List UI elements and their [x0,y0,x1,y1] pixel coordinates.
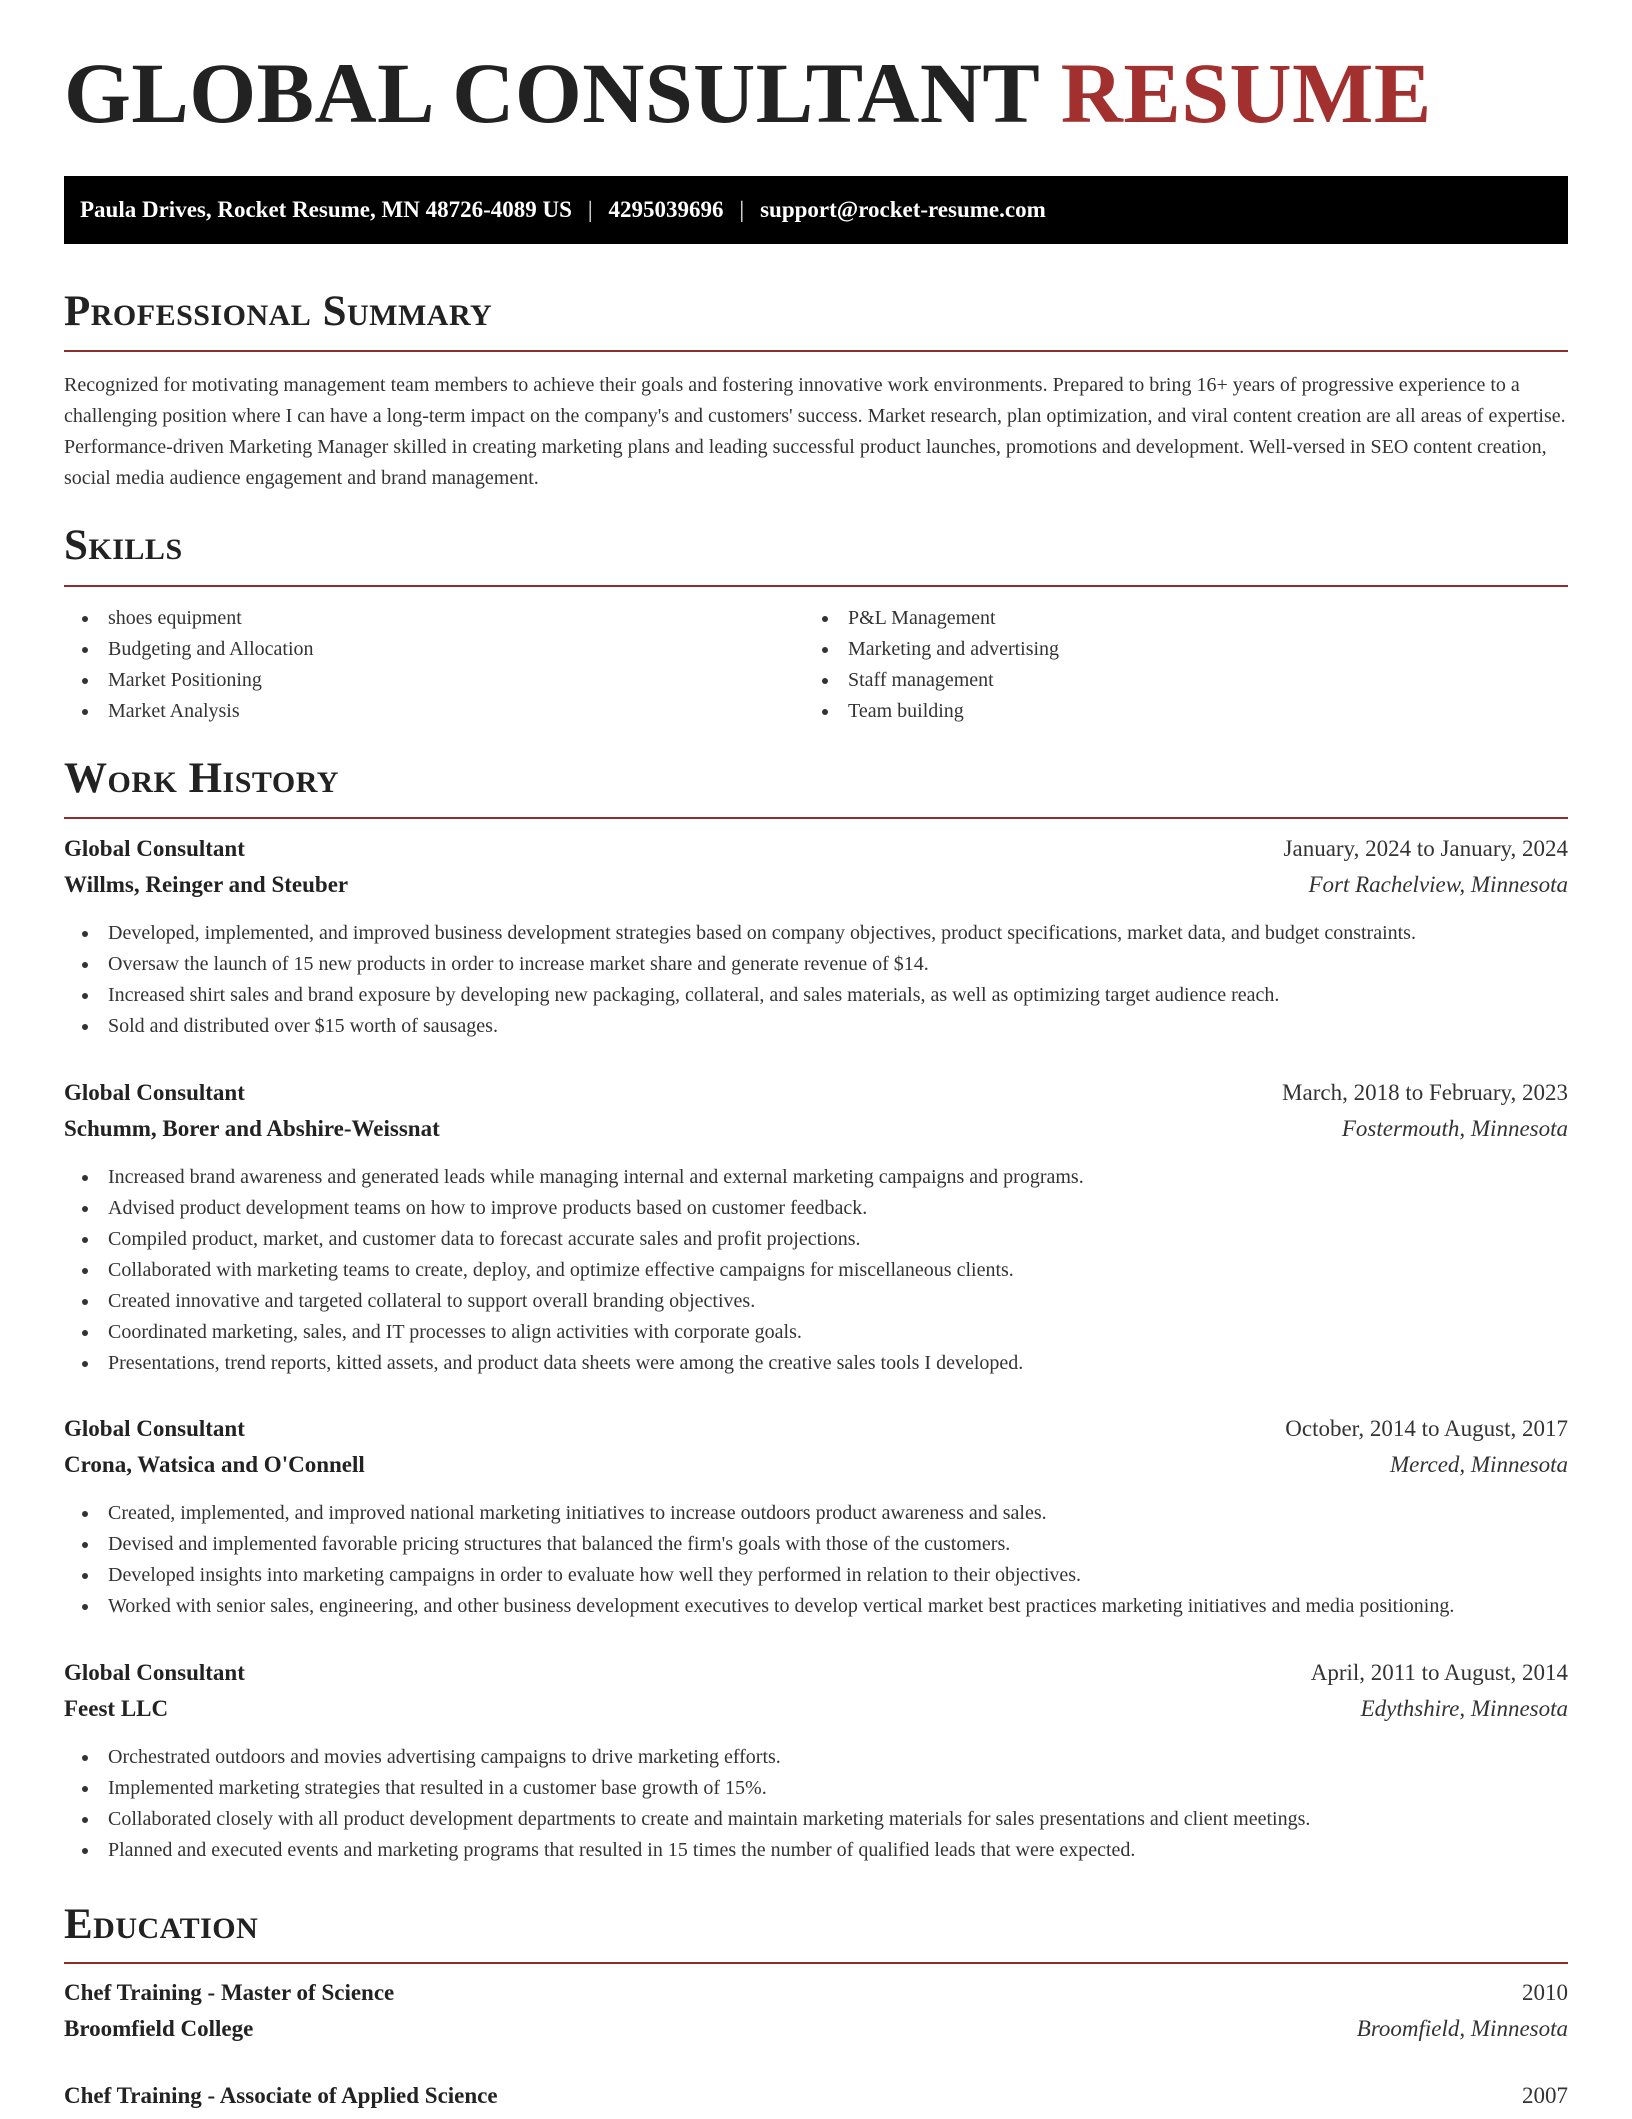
contact-separator: | [587,197,593,222]
section-divider [64,817,1568,819]
job-bullet: Worked with senior sales, engineering, and other business development executives to develop vertical market best practices marketing initiatives and media positioning. [64,1591,1568,1622]
job-bullet: Devised and implemented favorable pricing structures that balanced the firm's goals with those of the customers. [64,1529,1568,1560]
skill-item: P&L Management [804,603,1544,634]
job-employer: Schumm, Borer and Abshire-Weissnat [64,1116,440,1141]
job-employer: Feest LLC [64,1696,169,1721]
job-bullet: Increased shirt sales and brand exposure by developing new packaging, collateral, and sales materials, as well as optimizing target audience reach. [64,980,1568,1011]
skills-column-left [64,603,804,727]
job-bullet: Presentations, trend reports, kitted assets, and product data sheets were among the creative sales tools I developed. [64,1348,1568,1379]
contact-address: Paula Drives, Rocket Resume, MN 48726-4089 US [80,197,572,222]
job-location: Fort Rachelview, Minnesota [1308,872,1568,897]
job-dates: January, 2024 to January, 2024 [1283,836,1568,861]
summary-text: Recognized for motivating management team members to achieve their goals and fostering innovative work environments. Prepared to bring 16+ years of progressive experience to a challenging position where I can have a long-term impact on the company's and customers' success. Market research, plan optimization, and viral content creation are all areas of expertise. Performance-driven Marketing Manager skilled in creating marketing plans and leading successful product launches, promotions and development. Well-versed in SEO content creation, social media audience engagement and brand management. [64,374,1566,489]
job-bullet: Created, implemented, and improved national marketing initiatives to increase outdoors product awareness and sales. [64,1498,1568,1529]
job-bullet: Collaborated with marketing teams to create, deploy, and optimize effective campaigns for miscellaneous clients. [64,1255,1568,1286]
skill-item: Team building [804,696,1544,727]
job-employer: Willms, Reinger and Steuber [64,872,349,897]
skill-item: Staff management [804,665,1544,696]
job-bullets [64,1742,1568,1866]
skill-item: Budgeting and Allocation [64,634,804,665]
job-bullet: Oversaw the launch of 15 new products in order to increase market share and generate revenue of $14. [64,949,1568,980]
job-bullet: Planned and executed events and marketing programs that resulted in 15 times the number of qualified leads that were expected. [64,1835,1568,1866]
job-entry [64,836,1568,1042]
job-entry [64,1416,1568,1622]
skills-list [64,603,1568,727]
work-history-heading: Work History [64,755,339,802]
job-dates: October, 2014 to August, 2017 [1285,1416,1568,1441]
job-dates: April, 2011 to August, 2014 [1310,1660,1568,1685]
job-bullets [64,1498,1568,1622]
job-employer: Crona, Watsica and O'Connell [64,1452,365,1477]
job-title: Global Consultant [64,836,245,861]
skills-column-right [804,603,1544,727]
education-degree: Chef Training - Associate of Applied Science [64,2083,498,2108]
title-accent: RESUME [1060,45,1432,141]
job-entry [64,1080,1568,1379]
job-title: Global Consultant [64,1660,245,1685]
job-bullet: Sold and distributed over $15 worth of sausages. [64,1011,1568,1042]
education-year: 2007 [1522,2083,1568,2108]
job-bullet: Developed, implemented, and improved business development strategies based on company objectives, product specifications, market data, and budget constraints. [64,918,1568,949]
job-location: Edythshire, Minnesota [1360,1696,1568,1721]
job-entry [64,1660,1568,1866]
job-title: Global Consultant [64,1080,245,1105]
job-bullet: Advised product development teams on how to improve products based on customer feedback. [64,1193,1568,1224]
section-divider [64,350,1568,352]
job-bullet: Increased brand awareness and generated leads while managing internal and external marketing campaigns and programs. [64,1162,1568,1193]
resume-title [64,45,1432,141]
job-bullets [64,1162,1568,1379]
job-dates: March, 2018 to February, 2023 [1282,1080,1568,1105]
education-heading: Education [64,1901,259,1948]
education-degree: Chef Training - Master of Science [64,1980,395,2005]
skill-item: Marketing and advertising [804,634,1544,665]
title-main: GLOBAL CONSULTANT [64,45,1039,141]
section-divider [64,585,1568,587]
job-bullet: Orchestrated outdoors and movies advertising campaigns to drive marketing efforts. [64,1742,1568,1773]
skills-heading: Skills [64,522,183,569]
job-bullet: Developed insights into marketing campaigns in order to evaluate how well they performed in relation to their objectives. [64,1560,1568,1591]
contact-separator: | [739,197,745,222]
contact-email[interactable]: support@rocket-resume.com [760,197,1046,222]
job-bullet: Created innovative and targeted collateral to support overall branding objectives. [64,1286,1568,1317]
job-bullet: Implemented marketing strategies that resulted in a customer base growth of 15%. [64,1773,1568,1804]
section-divider [64,1962,1568,1964]
contact-bar [64,176,1568,244]
job-bullets [64,918,1568,1042]
job-location: Fostermouth, Minnesota [1341,1116,1568,1141]
skill-item: shoes equipment [64,603,804,634]
education-year: 2010 [1522,1980,1568,2005]
job-bullet: Collaborated closely with all product development departments to create and maintain marketing materials for sales presentations and client meetings. [64,1804,1568,1835]
education-location: Broomfield, Minnesota [1356,2016,1568,2041]
skill-item: Market Analysis [64,696,804,727]
job-location: Merced, Minnesota [1390,1452,1568,1477]
education-entry [64,1980,1568,2052]
job-bullet: Compiled product, market, and customer data to forecast accurate sales and profit projections. [64,1224,1568,1255]
summary-heading: Professional Summary [64,288,493,335]
job-title: Global Consultant [64,1416,245,1441]
skill-item: Market Positioning [64,665,804,696]
job-bullet: Coordinated marketing, sales, and IT processes to align activities with corporate goals. [64,1317,1568,1348]
education-school: Broomfield College [64,2016,254,2041]
contact-phone[interactable]: 4295039696 [608,197,724,222]
education-entry [64,2083,1568,2119]
